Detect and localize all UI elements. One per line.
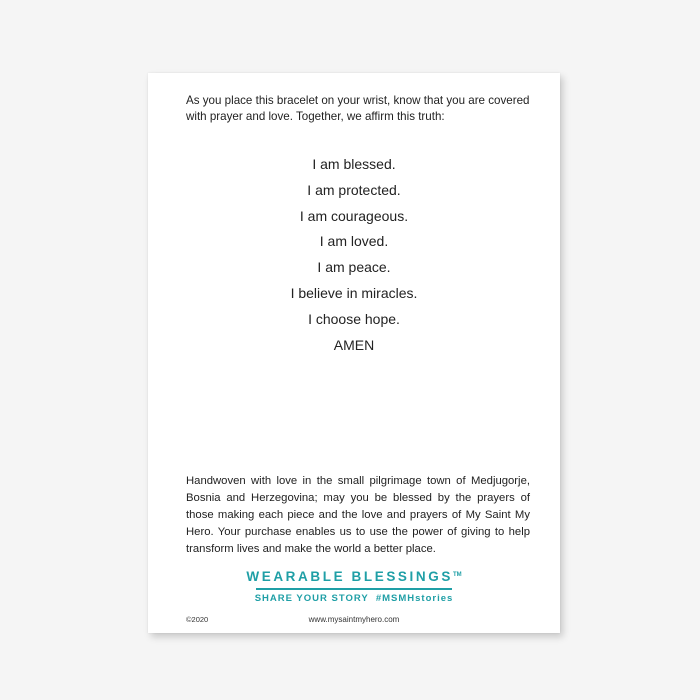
prayer-card: [148, 73, 560, 633]
brand-divider: [256, 588, 452, 590]
brand-subtitle: SHARE YOUR STORY #MSMHstories: [254, 593, 454, 604]
affirmation-line: I believe in miracles.: [290, 284, 418, 301]
affirmation-line: I am loved.: [319, 233, 389, 250]
intro-paragraph: As you place this bracelet on your wrist, know that you are covered with prayer and love. Together, we affirm this truth:: [186, 94, 530, 123]
website-url: www.mysaintmyhero.com: [308, 615, 400, 624]
copyright-text: ©2020: [186, 615, 209, 624]
affirmation-line: I am peace.: [317, 259, 391, 276]
affirmation-line: I am courageous.: [299, 207, 409, 224]
brand-title: [246, 568, 461, 585]
brand-block: [148, 568, 560, 605]
amen-line: AMEN: [333, 336, 375, 353]
affirmation-line: I choose hope.: [308, 310, 400, 327]
affirmation-list: [148, 152, 560, 358]
story-paragraph: Handwoven with love in the small pilgrimage town of Medjugorje, Bosnia and Herzegovina; may you be blessed by the prayers of those making each piece and the love and prayers of My Saint My Hero. Your purchase enables us to use the power of giving to help transform lives and make the world a better place.: [186, 475, 530, 555]
trademark-mark: TM: [452, 572, 462, 578]
affirmation-line: I am blessed.: [312, 156, 396, 172]
brand-title-text: WEARABLE BLESSINGS: [246, 569, 453, 584]
affirmation-line: I am protected.: [307, 181, 401, 198]
